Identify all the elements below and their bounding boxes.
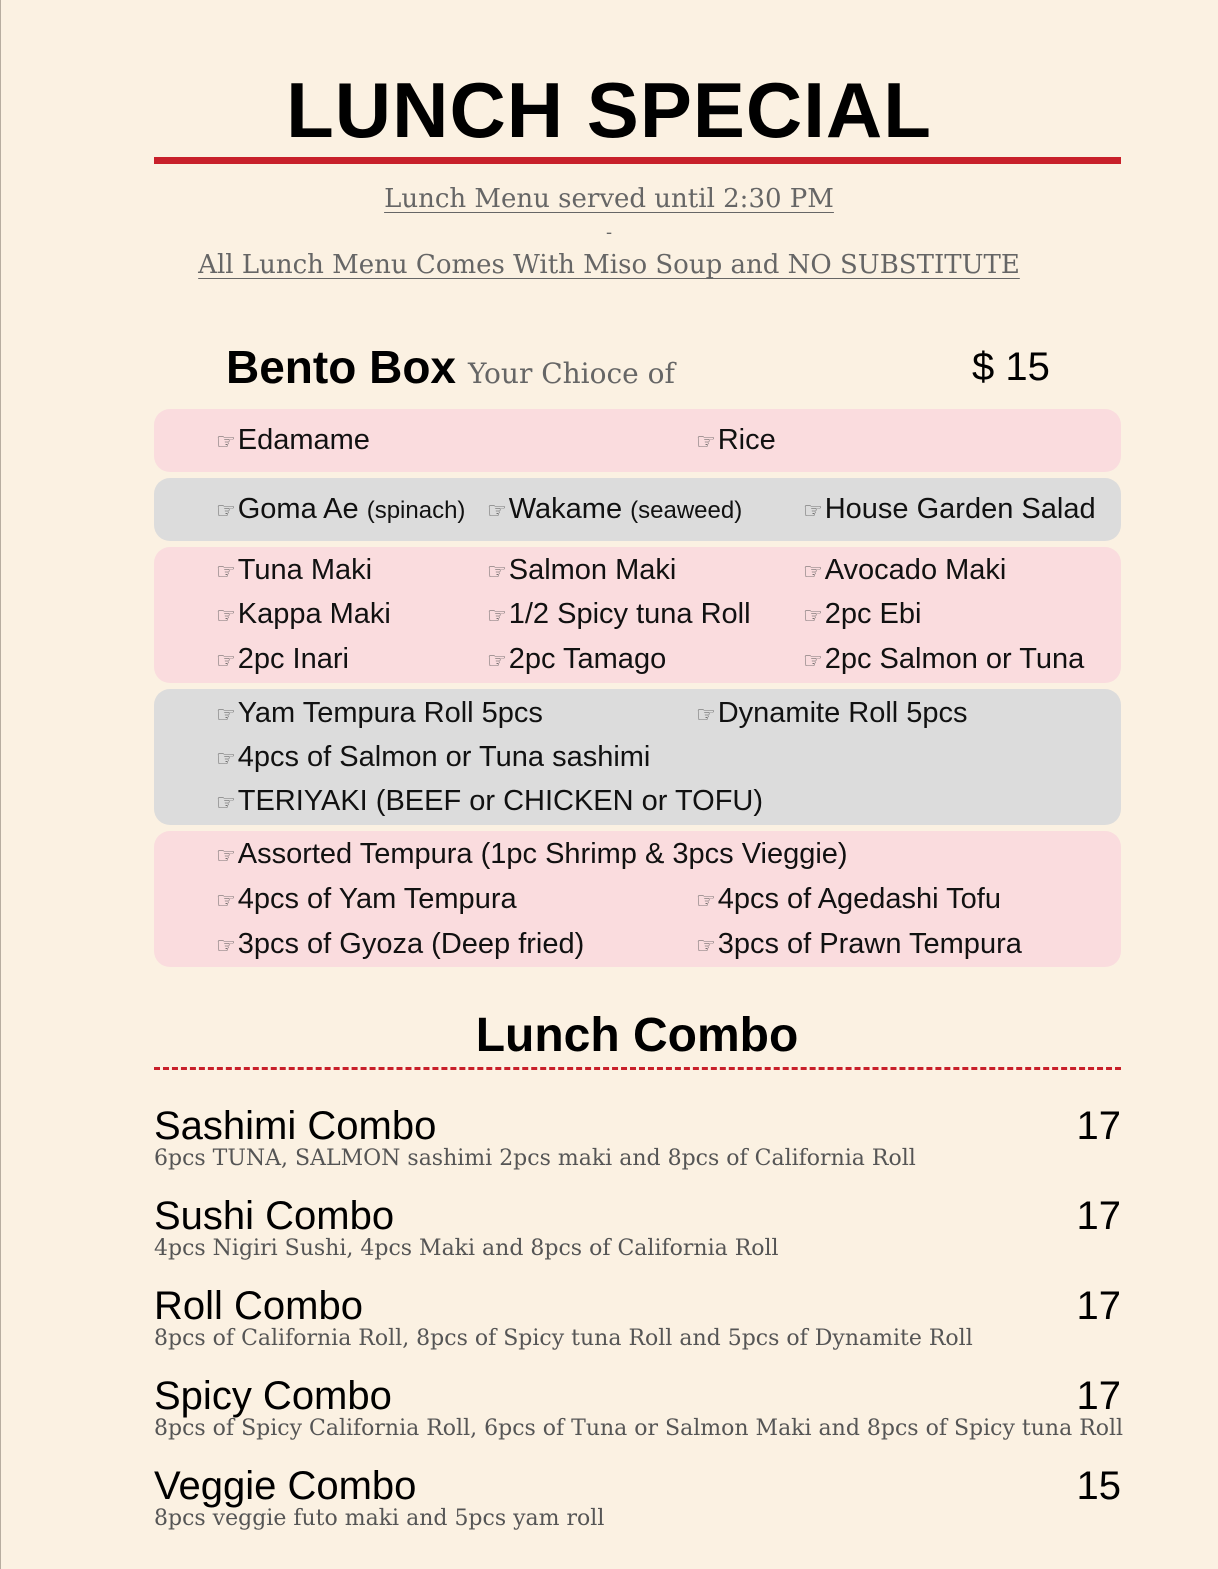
- combo-price: 15: [1076, 1464, 1121, 1508]
- bento-title: Bento Box: [226, 341, 456, 393]
- pointing-hand-icon: ☞: [803, 560, 823, 585]
- combo-item-veggie: [154, 1462, 1121, 1544]
- bento-heading: [226, 340, 675, 400]
- combo-item-sushi: [154, 1192, 1121, 1274]
- combo-name: Spicy Combo: [154, 1374, 392, 1418]
- combo-description: 8pcs veggie futo maki and 5pcs yam roll: [154, 1506, 605, 1531]
- combo-divider: [154, 1067, 1121, 1070]
- pointing-hand-icon: ☞: [696, 934, 716, 959]
- miso-soup-note: All Lunch Menu Comes With Miso Soup and NO SUBSTITUTE: [198, 250, 1020, 280]
- combo-item-roll: [154, 1282, 1121, 1364]
- menu-item: ☞Tuna Maki: [216, 554, 373, 586]
- combo-name: Veggie Combo: [154, 1464, 417, 1508]
- bento-group-3: [154, 547, 1121, 683]
- combo-price: 17: [1076, 1104, 1121, 1148]
- pointing-hand-icon: ☞: [803, 649, 823, 674]
- menu-item: ☞4pcs of Yam Tempura: [216, 883, 517, 915]
- menu-item: ☞3pcs of Gyoza (Deep fried): [216, 928, 585, 960]
- pointing-hand-icon: ☞: [487, 604, 507, 629]
- menu-item: ☞Assorted Tempura (1pc Shrimp & 3pcs Vieggie): [216, 838, 848, 870]
- menu-item: ☞Salmon Maki: [487, 554, 677, 586]
- pointing-hand-icon: ☞: [216, 430, 236, 455]
- menu-item: ☞Yam Tempura Roll 5pcs: [216, 697, 543, 729]
- combo-description: 8pcs of California Roll, 8pcs of Spicy tuna Roll and 5pcs of Dynamite Roll: [154, 1326, 973, 1351]
- menu-item: ☞4pcs of Agedashi Tofu: [696, 883, 1001, 915]
- bento-price: $ 15: [972, 345, 1050, 389]
- pointing-hand-icon: ☞: [216, 844, 236, 869]
- menu-item: ☞Kappa Maki: [216, 598, 391, 630]
- menu-item: ☞4pcs of Salmon or Tuna sashimi: [216, 741, 651, 773]
- combo-description: 6pcs TUNA, SALMON sashimi 2pcs maki and 8pcs of California Roll: [154, 1146, 916, 1171]
- bento-group-4: [154, 689, 1121, 825]
- title-underline: [154, 157, 1121, 164]
- pointing-hand-icon: ☞: [216, 649, 236, 674]
- menu-item: ☞Rice: [696, 424, 776, 456]
- bento-subtitle: Your Chioce of: [468, 357, 675, 390]
- menu-item: ☞2pc Tamago: [487, 643, 667, 675]
- bento-group-1: [154, 409, 1121, 472]
- pointing-hand-icon: ☞: [487, 649, 507, 674]
- menu-item: ☞2pc Salmon or Tuna: [803, 643, 1085, 675]
- combo-section-title: Lunch Combo: [475, 1009, 799, 1062]
- pointing-hand-icon: ☞: [696, 430, 716, 455]
- pointing-hand-icon: ☞: [696, 889, 716, 914]
- combo-name: Sushi Combo: [154, 1194, 395, 1238]
- pointing-hand-icon: ☞: [216, 934, 236, 959]
- pointing-hand-icon: ☞: [216, 889, 236, 914]
- menu-item: ☞2pc Ebi: [803, 598, 922, 630]
- page-title: LUNCH SPECIAL: [286, 66, 932, 154]
- menu-item: ☞3pcs of Prawn Tempura: [696, 928, 1022, 960]
- combo-price: 17: [1076, 1194, 1121, 1238]
- combo-item-sashimi: [154, 1102, 1121, 1184]
- menu-item: ☞Edamame: [216, 424, 370, 456]
- menu-item: ☞TERIYAKI (BEEF or CHICKEN or TOFU): [216, 785, 764, 817]
- bento-group-2: [154, 478, 1121, 541]
- pointing-hand-icon: ☞: [803, 604, 823, 629]
- combo-description: 4pcs Nigiri Sushi, 4pcs Maki and 8pcs of California Roll: [154, 1236, 779, 1261]
- combo-name: Roll Combo: [154, 1284, 363, 1328]
- combo-price: 17: [1076, 1374, 1121, 1418]
- pointing-hand-icon: ☞: [487, 499, 507, 524]
- menu-item: ☞House Garden Salad: [803, 493, 1096, 525]
- pointing-hand-icon: ☞: [216, 499, 236, 524]
- menu-item: ☞Dynamite Roll 5pcs: [696, 697, 968, 729]
- pointing-hand-icon: ☞: [216, 747, 236, 772]
- pointing-hand-icon: ☞: [216, 560, 236, 585]
- menu-item: ☞Avocado Maki: [803, 554, 1007, 586]
- menu-item: ☞1/2 Spicy tuna Roll: [487, 598, 751, 630]
- combo-price: 17: [1076, 1284, 1121, 1328]
- pointing-hand-icon: ☞: [216, 604, 236, 629]
- pointing-hand-icon: ☞: [487, 560, 507, 585]
- pointing-hand-icon: ☞: [803, 499, 823, 524]
- menu-item: ☞Wakame (seaweed): [487, 493, 743, 525]
- combo-name: Sashimi Combo: [154, 1104, 437, 1148]
- menu-item: ☞2pc Inari: [216, 643, 349, 675]
- lunch-hours-note: Lunch Menu served until 2:30 PM: [384, 184, 834, 214]
- pointing-hand-icon: ☞: [696, 703, 716, 728]
- pointing-hand-icon: ☞: [216, 703, 236, 728]
- pointing-hand-icon: ☞: [216, 791, 236, 816]
- menu-item: ☞Goma Ae (spinach): [216, 493, 466, 525]
- bento-group-5: [154, 831, 1121, 967]
- note-separator: -: [605, 222, 613, 243]
- combo-item-spicy: [154, 1372, 1124, 1454]
- combo-description: 8pcs of Spicy California Roll, 6pcs of Tuna or Salmon Maki and 8pcs of Spicy tuna Roll: [154, 1416, 1124, 1441]
